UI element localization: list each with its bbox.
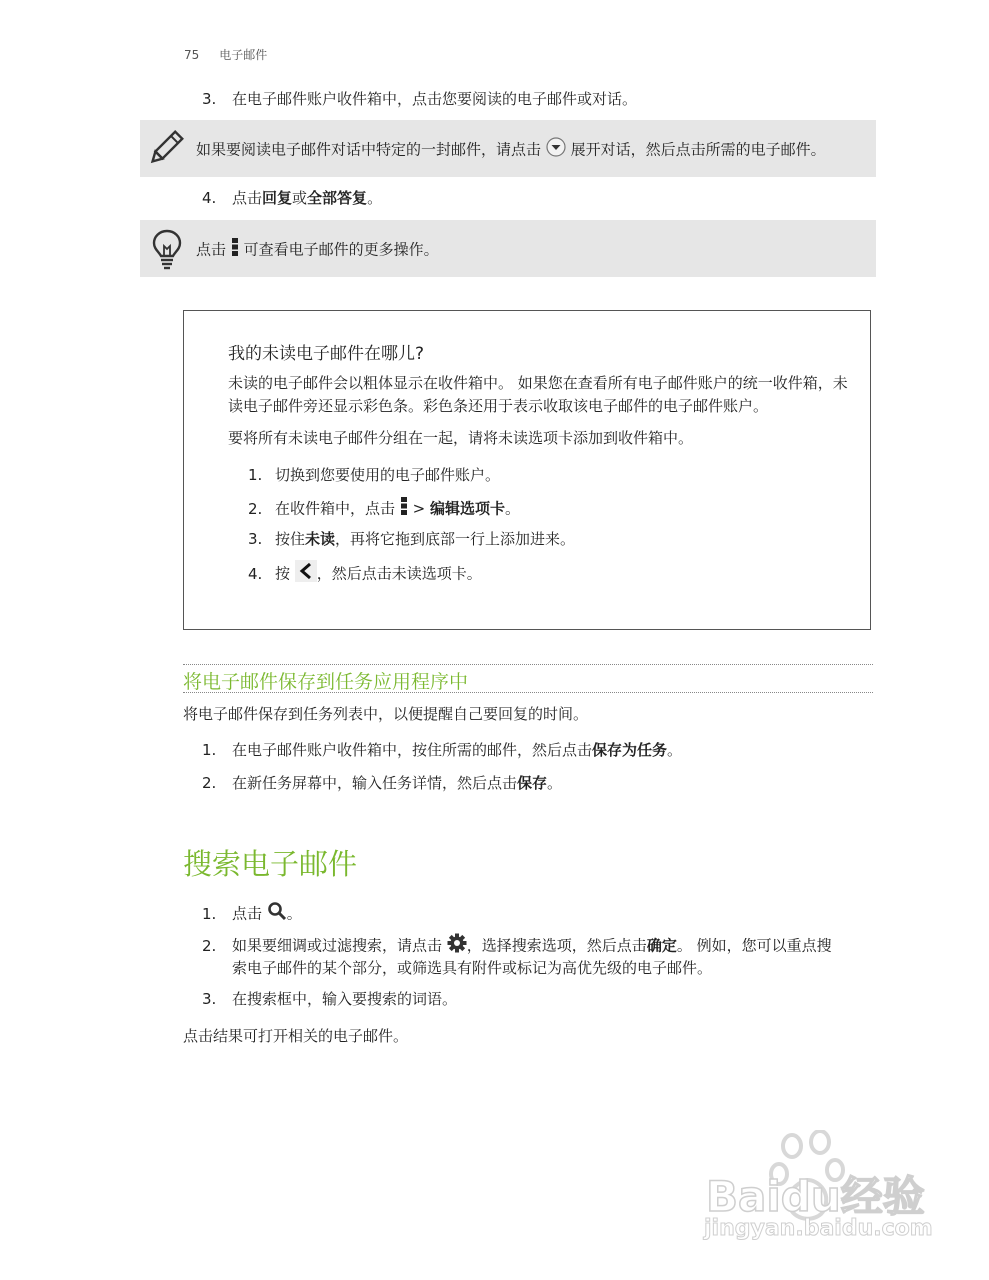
expand-down-icon	[546, 137, 566, 163]
ok-label: 确定	[646, 936, 677, 955]
box-paragraph-1: 未读的电子邮件会以粗体显示在收件箱中。 如果您在查看所有电子邮件账户的统一收件箱，未读电子邮件旁还显示彩色条。彩色条还用于表示收取该电子邮件的电子邮件账户。	[228, 374, 848, 415]
box-paragraph-2: 要将所有未读电子邮件分组在一起，请将未读选项卡添加到收件箱中。	[228, 429, 694, 447]
tip-text-post: 可查看电子邮件的更多操作。	[243, 240, 439, 259]
note-text-before: 如果要阅读电子邮件对话中特定的一封邮件，请点击	[196, 140, 542, 159]
search-icon	[267, 901, 287, 927]
save-step-2	[202, 772, 562, 794]
box-step-1	[248, 464, 500, 486]
step-text-pre: 按	[275, 564, 291, 583]
lightbulb-icon	[150, 228, 184, 274]
search-footer-text: 点击结果可打开相关的电子邮件。	[183, 1027, 409, 1045]
box-step-2	[248, 496, 520, 522]
note-text	[196, 137, 826, 163]
step-number: 3.	[248, 530, 263, 548]
step-number: 4.	[202, 189, 217, 207]
pencil-icon	[146, 128, 186, 172]
step-text-end: 。	[367, 189, 383, 207]
search-section-title: 搜索电子邮件	[183, 847, 358, 881]
step-text-mid: ，选择搜索选项，然后点击	[466, 936, 647, 955]
reply-label: 回复	[262, 189, 293, 207]
section-divider-top	[183, 664, 873, 665]
step-number: 3.	[202, 90, 217, 108]
more-vertical-icon	[400, 496, 408, 522]
section-divider-bottom	[183, 692, 873, 693]
edit-tabs-label: 编辑选项卡	[429, 499, 505, 518]
step-reply	[202, 187, 382, 209]
tip-text-pre: 点击	[196, 240, 227, 259]
step-text-end: 。	[667, 741, 683, 759]
step-text-pre: 如果要细调或过滤搜索，请点击	[232, 936, 443, 955]
search-step-3	[202, 988, 457, 1010]
step-text-pre: 在新任务屏幕中，输入任务详情，然后点击	[232, 774, 518, 792]
save-step-1	[202, 739, 682, 761]
search-step-2-line2: 索电子邮件的某个部分，或筛选具有附件或标记为高优先级的电子邮件。	[232, 959, 713, 977]
step-text-pre: 点击	[232, 904, 263, 923]
save-label: 保存	[517, 774, 548, 792]
step-text-end: 。	[547, 774, 563, 792]
tip-callout	[140, 220, 876, 277]
reply-all-label: 全部答复	[307, 189, 368, 207]
box-title: 我的未读电子邮件在哪儿?	[228, 344, 425, 364]
gear-icon	[447, 933, 467, 959]
step-text-pre: 点击	[232, 189, 263, 207]
step-number: 3.	[202, 990, 217, 1008]
step-text-pre: 在电子邮件账户收件箱中，按住所需的邮件，然后点击	[232, 741, 593, 759]
step-text-pre: 在收件箱中，点击	[275, 499, 396, 518]
step-number: 2.	[202, 936, 217, 955]
section-name: 电子邮件	[219, 48, 268, 62]
step-number: 1.	[202, 741, 217, 759]
box-step-3	[248, 528, 575, 550]
step-text-end: ，然后点击未读选项卡。	[316, 564, 482, 583]
step-text: 在电子邮件账户收件箱中，点击您要阅读的电子邮件或对话。	[232, 90, 638, 108]
search-step-1	[202, 901, 302, 927]
step-text-pre: 按住	[275, 530, 306, 548]
step-number: 4.	[248, 564, 263, 583]
baidu-watermark	[700, 1130, 940, 1250]
step-open-email	[202, 88, 637, 110]
box-step-4	[248, 560, 482, 588]
step-text: 切换到您要使用的电子邮件账户。	[275, 466, 501, 484]
step-text: 在搜索框中，输入要搜索的词语。	[232, 990, 458, 1008]
back-icon	[295, 560, 317, 588]
step-number: 1.	[248, 466, 263, 484]
watermark-brand: Baidu经验	[706, 1172, 925, 1221]
step-text-end: 。	[504, 499, 520, 518]
tip-text	[196, 237, 439, 263]
more-vertical-icon	[231, 237, 239, 263]
page-number: 75	[184, 48, 200, 62]
unread-label: 未读	[305, 530, 336, 548]
arrow-separator: >	[412, 499, 426, 518]
save-section-intro: 将电子邮件保存到任务列表中，以便提醒自己要回复的时间。	[183, 705, 589, 723]
unread-info-box	[183, 310, 871, 630]
step-text-end: 。 例如，您可以重点搜	[676, 936, 832, 955]
search-step-2	[202, 933, 832, 959]
save-as-task-label: 保存为任务	[592, 741, 668, 759]
step-text-end: 。	[286, 904, 302, 923]
or-text: 或	[292, 189, 308, 207]
watermark-url: jingyan.baidu.com	[704, 1216, 933, 1241]
step-text-end: ，再将它拖到底部一行上添加进来。	[335, 530, 576, 548]
step-number: 2.	[202, 774, 217, 792]
step-number: 1.	[202, 904, 217, 923]
note-callout	[140, 120, 876, 177]
page-header	[184, 46, 267, 63]
step-number: 2.	[248, 499, 263, 518]
save-section-title: 将电子邮件保存到任务应用程序中	[183, 671, 469, 693]
note-text-after: 展开对话，然后点击所需的电子邮件。	[570, 140, 826, 159]
